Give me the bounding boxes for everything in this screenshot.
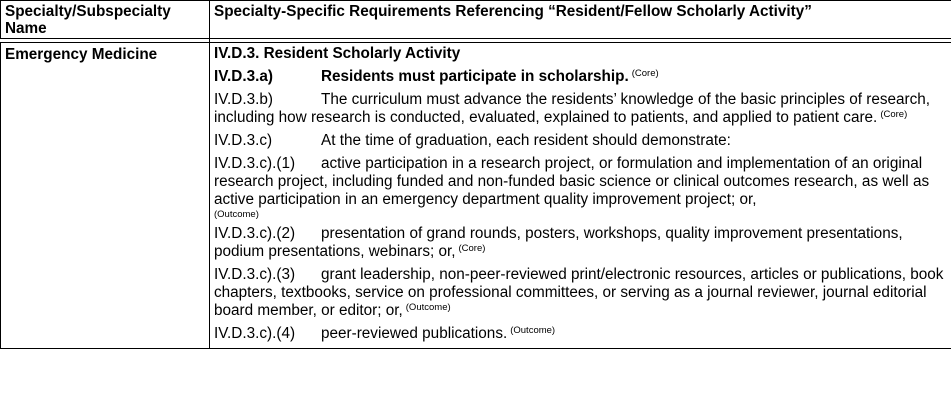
requirement-item	[214, 266, 947, 320]
requirement-item	[214, 68, 947, 86]
header-col1-line1: Specialty/Subspecialty	[5, 3, 171, 20]
item-text: The curriculum must advance the residents’ knowledge of the basic principles of research, including how research is conducted, evaluated, explained to patients, and applied to patient care.	[214, 91, 931, 126]
requirement-item	[214, 225, 947, 261]
item-text: presentation of grand rounds, posters, workshops, quality improvement presentations, podium presentations, webinars; or,	[214, 225, 903, 260]
header-col2-text: Specialty-Specific Requirements Referencing “Resident/Fellow Scholarly Activity”	[214, 3, 812, 20]
specialty-name: Emergency Medicine	[1, 43, 210, 349]
heading-number: IV.D.3.	[214, 45, 260, 62]
item-number: IV.D.3.c).(4)	[214, 325, 296, 342]
item-number: IV.D.3.a)	[214, 68, 273, 85]
item-tag: (Outcome)	[405, 302, 451, 313]
requirement-item	[214, 155, 947, 220]
item-number: IV.D.3.b)	[214, 91, 273, 108]
table-row	[1, 43, 951, 349]
item-text: active participation in a research project, or formulation and implementation of an original research project, including funded and non-funded basic science or clinical outcomes research, as well as active participation in an emergency department quality improvement project; or,	[214, 155, 930, 208]
item-number: IV.D.3.c).(2)	[214, 225, 296, 242]
header-col1-line2: Name	[5, 20, 47, 37]
item-tag: (Core)	[458, 243, 486, 254]
section-heading	[214, 45, 947, 63]
item-tag: (Outcome)	[510, 325, 556, 336]
table-header-row	[1, 1, 951, 39]
item-text: Residents must participate in scholarship.	[321, 68, 629, 85]
item-number: IV.D.3.c).(1)	[214, 155, 296, 172]
requirements-body	[210, 43, 951, 349]
item-text: grant leadership, non-peer-reviewed print/electronic resources, articles or publications, book chapters, textbooks, service on professional committees, or serving as a journal reviewer, journal editorial board member, or editor; or,	[214, 266, 944, 319]
header-specialty-name	[1, 1, 210, 39]
item-text: peer-reviewed publications.	[321, 325, 508, 342]
item-tag: (Core)	[631, 68, 659, 79]
heading-text: Resident Scholarly Activity	[263, 45, 461, 62]
item-number: IV.D.3.c).(3)	[214, 266, 296, 283]
requirement-item	[214, 325, 947, 343]
item-text: At the time of graduation, each resident should demonstrate:	[321, 132, 731, 149]
item-number: IV.D.3.c)	[214, 132, 273, 149]
header-requirements	[210, 1, 951, 39]
requirement-item	[214, 132, 947, 150]
item-tag: (Core)	[880, 109, 908, 120]
requirement-item	[214, 91, 947, 127]
item-tag: (Outcome)	[214, 209, 259, 220]
